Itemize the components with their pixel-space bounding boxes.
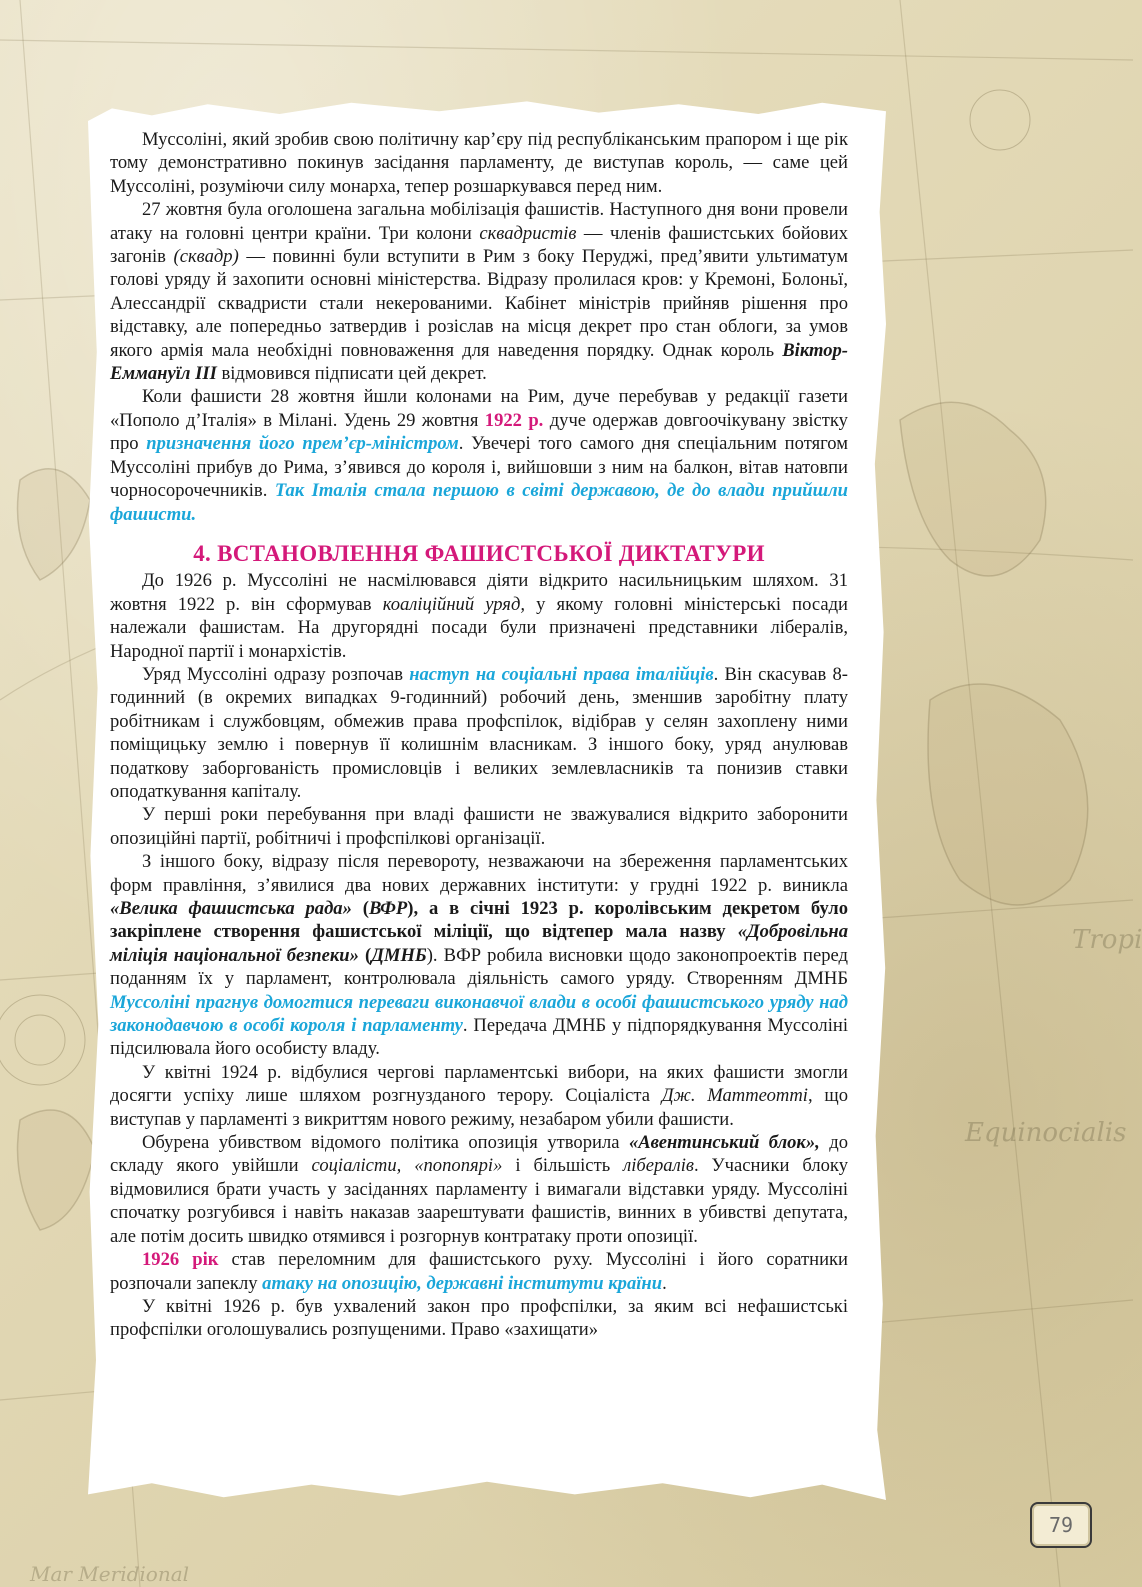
highlight-term: призначення його прем’єр-міністром: [146, 433, 459, 455]
paragraph: У перші роки перебування при владі фашисти не зважувалися відкрито заборонити опозиційні партії, робітничі і профспілкові організації.: [110, 804, 848, 849]
map-label-tropic: Tropi: [1072, 925, 1142, 955]
map-label-meridianus: Mar Meridional: [30, 1562, 190, 1586]
highlight-date: 1922 р.: [484, 409, 544, 431]
paragraph: У квітні 1926 р. був ухвалений закон про профспілки, за яким всі нефашистські профспілки оголошувались розпущеними. Право «захищати»: [110, 1295, 848, 1341]
paragraph: У квітні 1924 р. відбулися чергові парламентські вибори, на яких фашисти змогли досягти успіху лише шляхом розгнузданого терору. Соціаліста Дж. Маттеотті, що виступав у парламенті з викриттям нового режиму, незабаром убили фашисти.: [110, 1061, 848, 1130]
paragraph: 1926 рік став переломним для фашистського руху. Муссоліні і його соратники розпочали запеклу атаку на опозицію, державні інститути країни.: [110, 1249, 849, 1294]
highlight-term: Муссоліні прагнув домогтися переваги виконавчої влади в особі фашистського уряду над законодавчою в особі короля і парламенту: [110, 991, 848, 1037]
paragraph: 27 жовтня була оголошена загальна мобілізація фашистів. Наступного дня вони провели атаку на головні центри країни. Три колони сквадристів — членів фашистських бойових загонів (сквадр) — повинні були вступити в Рим з боку Перуджі, пред’явити ультиматум голові уряду й захопити основні міністерства. Відразу пролилася кров: у Кремоні, Болоньї, Алессандрії сквадристи стали некерованими. Кабінет міністрів прийняв рішення про відставку, але попередньо затвердив і розіслав на місця декрет про стан облоги, за умов якого армія мала необхідні повноваження для наведення порядку. Однак король Віктор-Еммануїл ІІІ відмовився підписати цей декрет.: [110, 199, 848, 385]
paragraph: До 1926 р. Муссоліні не насмілювався діяти відкрито насильницьким шляхом. 31 жовтня 1922 р. він сформував коаліційний уряд, у якому головні міністерські посади належали фашистам. На другорядні посади були призначені представники лібералів, Народної партії і монархістів.: [110, 570, 848, 662]
highlight-term: Так Італія стала першою в світі державою, де до влади прийшли фашисти.: [110, 480, 848, 525]
main-text: [110, 128, 848, 1342]
paragraph: Коли фашисти 28 жовтня йшли колонами на Рим, дуче перебував у редакції газети «Пополо д’Італія» в Мілані. Удень 29 жовтня 1922 р. дуче одержав довгоочікувану звістку про призначення його прем’єр-міністром. Увечері того самого дня спеціальним потягом Муссоліні прибув до Рима, з’явився до короля і, вийшовши з ним на балкон, вітав натовпи чорносорочечників. Так Італія стала першою в світі державою, де до влади прийшли фашисти.: [110, 386, 848, 525]
highlight-term: наступ на соціальні права італійців: [409, 663, 714, 685]
paragraph: Уряд Муссоліні одразу розпочав наступ на соціальні права італійців. Він скасував 8-годинний (в окремих випадках 9-годинний) робочий день, зменшив заробітну плату робітникам і службовцям, обмежив права профспілок, відібрав у селян захоплену ними поміщицьку землю і повернув її колишнім власникам. З іншого боку, уряд анулював податкову заборгованість промисловців і великих землевласників та понизив ставки оподаткування капіталу.: [110, 663, 848, 802]
paragraph: З іншого боку, відразу після перевороту, незважаючи на збереження парламентських форм правління, з’явилися два нових державних інститути: у грудні 1922 р. виникла «Велика фашистська рада» (ВФР), а в січні 1923 р. королівським декретом було закріплене створення фашистської міліції, що відтепер мала назву «Добровільна міліція національної безпеки» (ДМНБ). ВФР робила висновки щодо законопроектів перед поданням їх у парламент, контролювала діяльність самого уряду. Створенням ДМНБ Муссоліні прагнув домогтися переваги виконавчої влади в особі фашистського уряду над законодавчою в особі короля і парламенту. Передача ДМНБ у підпорядкування Муссоліні підсилювала його особисту владу.: [110, 851, 849, 1060]
map-label-equinoctialis: Equinocialis: [965, 1118, 1127, 1148]
highlight-date: 1926 рік: [142, 1249, 219, 1271]
page-number: 79: [1030, 1502, 1092, 1548]
highlight-term: атаку на опозицію, державні інститути країни: [262, 1272, 663, 1294]
paragraph: Обурена убивством відомого політика опозиція утворила «Авентинський блок», до складу якого увійшли соціалісти, «попопярі» і більшість лібералів. Учасники блоку відмовилися брати участь у засіданнях парламенту і вимагали відставки уряду. Муссоліні спочатку розгубився і навіть наказав заарештувати фашистів, винних в убивстві депутата, але потім досить швидко отямився і розгорнув контратаку проти опозиції.: [110, 1132, 849, 1247]
paragraph: Муссоліні, який зробив свою політичну кар’єру під республіканським прапором і ще рік тому демонстративно покинув засідання парламенту, де виступав король, — саме цей Муссоліні, розуміючи силу монарха, тепер розшаркувався перед ним.: [110, 129, 848, 197]
section-heading: 4. ВСТАНОВЛЕННЯ ФАШИСТСЬКОЇ ДИКТАТУРИ: [193, 540, 765, 566]
